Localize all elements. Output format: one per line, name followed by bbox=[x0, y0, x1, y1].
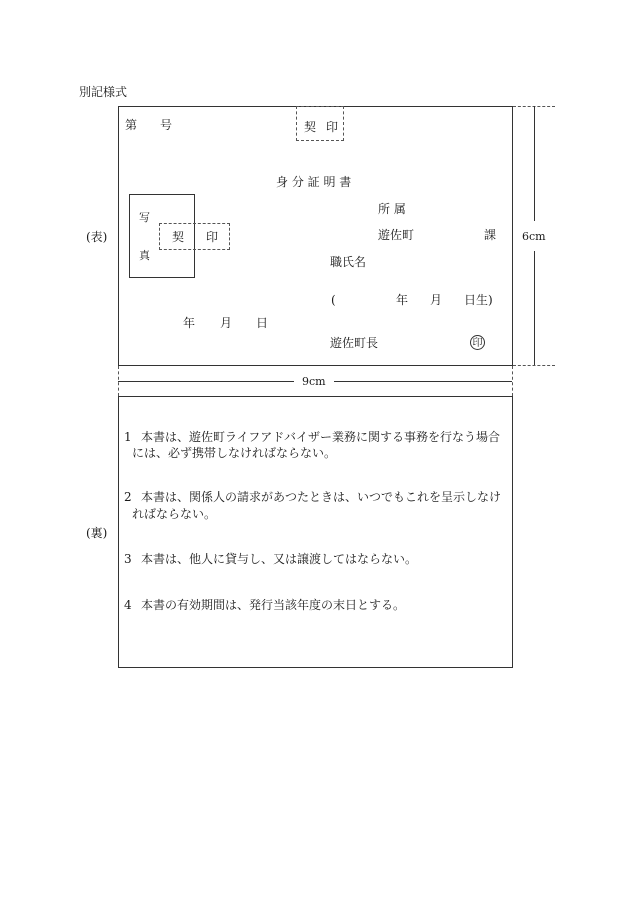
dim-bottom-ext bbox=[513, 365, 555, 366]
issue-year: 年 bbox=[183, 316, 196, 330]
mayor-seal: 印 bbox=[470, 335, 485, 350]
dim-width-label: 9cm bbox=[302, 375, 326, 388]
form-label: 別記様式 bbox=[79, 85, 128, 99]
rule-2-line2: ればならない。 bbox=[132, 507, 217, 521]
seal-photo-in: 印 bbox=[206, 230, 219, 244]
name-label: 職氏名 bbox=[330, 255, 367, 269]
seal-top-in: 印 bbox=[326, 120, 339, 134]
photo-sha: 写 bbox=[139, 211, 150, 224]
issue-month: 月 bbox=[220, 316, 233, 330]
rule-1-line2: には、必ず携帯しなければならない。 bbox=[132, 446, 337, 460]
birth-open: ( bbox=[331, 293, 336, 307]
back-side-label: (裏) bbox=[86, 526, 108, 540]
affiliation-section: 課 bbox=[484, 228, 497, 242]
number-dai: 第 bbox=[125, 118, 138, 132]
card-title: 身 分 証 明 書 bbox=[276, 175, 352, 189]
rule-1-line1: 本書は、遊佐町ライフアドバイザー業務に関する事務を行なう場合 bbox=[141, 430, 501, 444]
front-side-label: (表) bbox=[86, 230, 108, 244]
seal-top-kei: 契 bbox=[304, 120, 317, 134]
rule-3-num: 3 bbox=[124, 552, 132, 566]
rule-4-num: 4 bbox=[124, 598, 132, 612]
rule-2-num: 2 bbox=[124, 490, 132, 504]
photo-shin: 真 bbox=[139, 249, 150, 262]
dim-width-line-left bbox=[118, 381, 294, 382]
birth-month: 月 bbox=[430, 293, 443, 307]
rule-4-line1: 本書の有効期間は、発行当該年度の末日とする。 bbox=[141, 598, 406, 612]
birth-day: 日生) bbox=[464, 293, 493, 307]
rule-2-line1: 本書は、関係人の請求があつたときは、いつでもこれを呈示しなけ bbox=[141, 490, 502, 504]
number-go: 号 bbox=[160, 118, 173, 132]
dim-right-ext bbox=[512, 366, 513, 396]
issue-day: 日 bbox=[256, 316, 269, 330]
rule-1-num: 1 bbox=[124, 430, 132, 444]
affiliation-town: 遊佐町 bbox=[378, 228, 415, 242]
birth-year: 年 bbox=[396, 293, 409, 307]
rule-3-line1: 本書は、他人に貸与し、又は譲渡してはならない。 bbox=[141, 552, 418, 566]
seal-photo-kei: 契 bbox=[172, 230, 185, 244]
seal-box-photo bbox=[159, 223, 230, 250]
dim-height-line-lower bbox=[534, 251, 535, 365]
affiliation-label: 所 属 bbox=[378, 202, 406, 216]
mayor-label: 遊佐町長 bbox=[330, 336, 379, 350]
dim-width-line-right bbox=[334, 381, 512, 382]
dim-height-label: 6cm bbox=[522, 230, 546, 243]
dim-height-line-upper bbox=[534, 106, 535, 221]
